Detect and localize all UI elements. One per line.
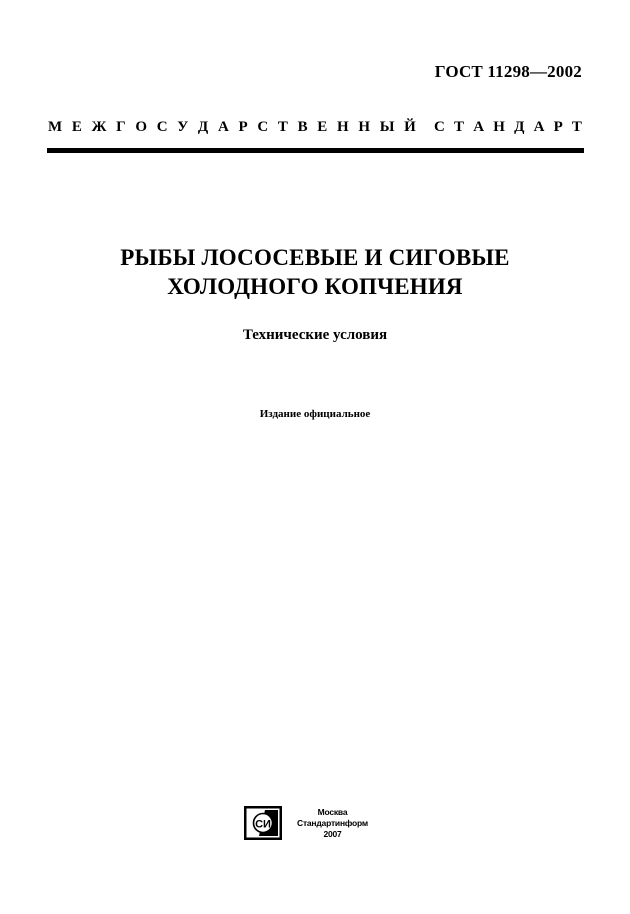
standartinform-logo-icon <box>244 806 282 840</box>
publication-year: 2007 <box>323 828 342 839</box>
document-number: ГОСТ 11298—2002 <box>434 62 582 81</box>
standard-type-word-interstate: М Е Ж Г О С У Д А Р С Т В Е Н Н Ы Й <box>48 119 416 135</box>
document-title-line-1: РЫБЫ ЛОСОСЕВЫЕ И СИГОВЫЕ <box>120 245 510 270</box>
edition-note: Издание официальное <box>259 408 371 420</box>
standard-type-header <box>48 119 582 136</box>
standard-type-word-standard: С Т А Н Д А Р Т <box>434 119 582 135</box>
publisher-info <box>297 807 368 840</box>
document-title <box>0 243 630 301</box>
publisher-block <box>244 806 368 840</box>
publisher-city: Москва <box>317 806 348 817</box>
document-title-line-2: ХОЛОДНОГО КОПЧЕНИЯ <box>167 274 463 299</box>
logo-letters: СИ <box>255 818 271 831</box>
header-divider <box>47 148 584 153</box>
document-subtitle: Технические условия <box>242 327 388 343</box>
publisher-name: Стандартинформ <box>297 817 368 828</box>
